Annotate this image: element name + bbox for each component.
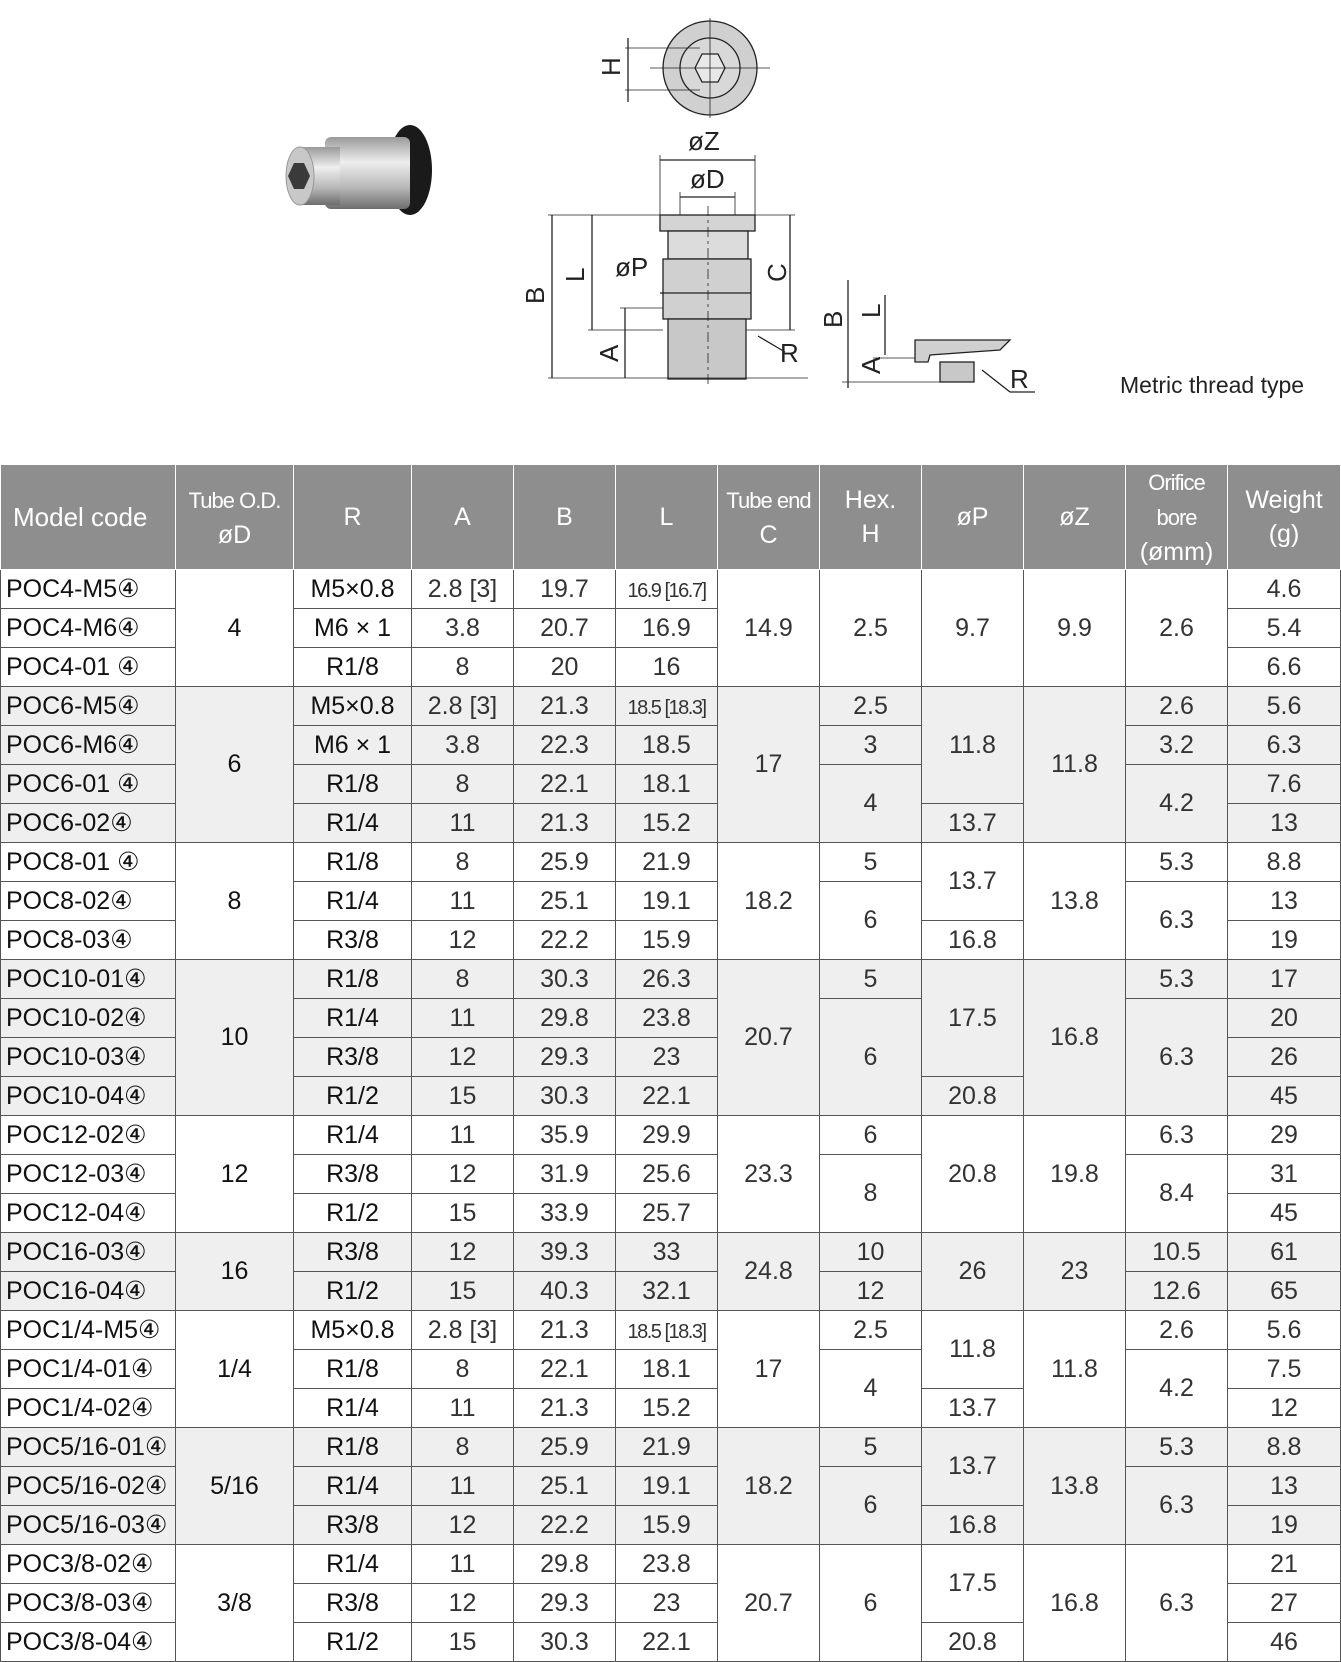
cell-a: 12 xyxy=(412,1506,514,1545)
cell-b: 22.2 xyxy=(514,921,616,960)
cell-m: POC3/8-02④ xyxy=(1,1545,176,1584)
cell-b: 25.9 xyxy=(514,1428,616,1467)
cell-m: POC10-02④ xyxy=(1,999,176,1038)
label-z: øZ xyxy=(688,126,720,156)
cell-o: 2.6 xyxy=(1126,570,1228,687)
cell-w: 19 xyxy=(1228,921,1341,960)
cell-r: R1/8 xyxy=(294,765,412,804)
cell-l: 18.1 xyxy=(616,765,718,804)
cell-m: POC1/4-02④ xyxy=(1,1389,176,1428)
cell-b: 29.8 xyxy=(514,1545,616,1584)
col-z: øZ xyxy=(1024,465,1126,570)
cell-c: 18.2 xyxy=(718,1428,820,1545)
cell-h: 6 xyxy=(820,1545,922,1662)
col-r: R xyxy=(294,465,412,570)
cell-b: 25.1 xyxy=(514,882,616,921)
cell-l: 18.1 xyxy=(616,1350,718,1389)
cell-value: 16.9 [16.7] xyxy=(627,579,706,602)
cell-l: 25.7 xyxy=(616,1194,718,1233)
cell-w: 5.6 xyxy=(1228,687,1341,726)
cell-m: POC4-M6④ xyxy=(1,609,176,648)
cell-z: 16.8 xyxy=(1024,960,1126,1116)
cell-a: 11 xyxy=(412,804,514,843)
cell-h: 2.5 xyxy=(820,570,922,687)
cell-p: 17.5 xyxy=(922,1545,1024,1623)
cell-a: 11 xyxy=(412,882,514,921)
cell-a: 11 xyxy=(412,1467,514,1506)
group-1 xyxy=(1,687,1341,843)
cell-w: 4.6 xyxy=(1228,570,1341,609)
cell-a: 8 xyxy=(412,648,514,687)
cell-l: 22.1 xyxy=(616,1077,718,1116)
cell-w: 8.8 xyxy=(1228,1428,1341,1467)
label-h: H xyxy=(596,57,626,76)
cell-r: R3/8 xyxy=(294,921,412,960)
cell-w: 20 xyxy=(1228,999,1341,1038)
cell-a: 2.8 [3] xyxy=(412,1311,514,1350)
cell-w: 46 xyxy=(1228,1623,1341,1662)
cell-m: POC6-M6④ xyxy=(1,726,176,765)
cell-w: 61 xyxy=(1228,1233,1341,1272)
col-model: Model code xyxy=(1,465,176,570)
cell-m: POC6-M5④ xyxy=(1,687,176,726)
cell-m: POC6-02④ xyxy=(1,804,176,843)
cell-l: 33 xyxy=(616,1233,718,1272)
cell-w: 31 xyxy=(1228,1155,1341,1194)
cell-a: 8 xyxy=(412,1350,514,1389)
cell-r: R1/4 xyxy=(294,1545,412,1584)
cell-p: 11.8 xyxy=(922,1311,1024,1389)
cell-b: 19.7 xyxy=(514,570,616,609)
cell-b: 30.3 xyxy=(514,1623,616,1662)
cell-h: 2.5 xyxy=(820,1311,922,1350)
cell-l: 21.9 xyxy=(616,843,718,882)
cell-b: 29.3 xyxy=(514,1038,616,1077)
cell-z: 9.9 xyxy=(1024,570,1126,687)
cell-w: 5.6 xyxy=(1228,1311,1341,1350)
cell-b: 35.9 xyxy=(514,1116,616,1155)
cell-w: 45 xyxy=(1228,1194,1341,1233)
label-r2: R xyxy=(1010,364,1029,394)
cell-p: 16.8 xyxy=(922,921,1024,960)
cell-r: R1/8 xyxy=(294,1428,412,1467)
cell-d: 8 xyxy=(176,843,294,960)
table-row xyxy=(1,1545,1341,1584)
fitting-photo xyxy=(270,125,450,235)
table-row xyxy=(1,1311,1341,1350)
cell-a: 3.8 xyxy=(412,726,514,765)
cell-h: 5 xyxy=(820,960,922,999)
cell-d: 1/4 xyxy=(176,1311,294,1428)
table-row xyxy=(1,1233,1341,1272)
cell-r: R3/8 xyxy=(294,1155,412,1194)
cell-a: 11 xyxy=(412,999,514,1038)
label-l: L xyxy=(560,267,590,282)
cell-m: POC5/16-02④ xyxy=(1,1467,176,1506)
cell-h: 4 xyxy=(820,765,922,843)
cell-p: 13.7 xyxy=(922,1428,1024,1506)
cell-r: M6 × 1 xyxy=(294,726,412,765)
cell-m: POC10-01④ xyxy=(1,960,176,999)
cell-w: 7.5 xyxy=(1228,1350,1341,1389)
label-a2: A xyxy=(856,356,886,374)
cell-d: 4 xyxy=(176,570,294,687)
cell-h: 10 xyxy=(820,1233,922,1272)
cell-m: POC4-M5④ xyxy=(1,570,176,609)
cell-o: 10.5 xyxy=(1126,1233,1228,1272)
cell-a: 12 xyxy=(412,921,514,960)
cell-a: 11 xyxy=(412,1545,514,1584)
cell-r: M5×0.8 xyxy=(294,687,412,726)
cell-l: 18.5 xyxy=(616,726,718,765)
cell-b: 29.8 xyxy=(514,999,616,1038)
cell-w: 27 xyxy=(1228,1584,1341,1623)
cell-o: 6.3 xyxy=(1126,1545,1228,1662)
table-row xyxy=(1,1428,1341,1467)
cell-a: 2.8 [3] xyxy=(412,570,514,609)
cell-r: R3/8 xyxy=(294,1038,412,1077)
spec-table xyxy=(0,464,1341,1662)
cell-h: 2.5 xyxy=(820,687,922,726)
cell-h: 6 xyxy=(820,1467,922,1545)
cell-o: 6.3 xyxy=(1126,1116,1228,1155)
cell-p: 13.7 xyxy=(922,843,1024,921)
cell-h: 4 xyxy=(820,1350,922,1428)
cell-l: 19.1 xyxy=(616,882,718,921)
cell-m: POC12-03④ xyxy=(1,1155,176,1194)
cell-o: 6.3 xyxy=(1126,882,1228,960)
cell-a: 12 xyxy=(412,1584,514,1623)
label-l2: L xyxy=(856,303,886,318)
cell-l: 19.1 xyxy=(616,1467,718,1506)
cell-w: 13 xyxy=(1228,1467,1341,1506)
cell-value: 18.5 [18.3] xyxy=(627,1320,706,1343)
label-d: øD xyxy=(690,164,725,194)
cell-a: 15 xyxy=(412,1194,514,1233)
cell-b: 40.3 xyxy=(514,1272,616,1311)
cell-b: 21.3 xyxy=(514,687,616,726)
cell-r: R3/8 xyxy=(294,1506,412,1545)
group-5 xyxy=(1,1233,1341,1311)
label-r: R xyxy=(780,338,799,368)
group-6 xyxy=(1,1311,1341,1428)
cell-o: 2.6 xyxy=(1126,1311,1228,1350)
cell-l: 15.9 xyxy=(616,921,718,960)
cell-a: 8 xyxy=(412,843,514,882)
cell-p: 13.7 xyxy=(922,804,1024,843)
cell-d: 3/8 xyxy=(176,1545,294,1662)
table-row xyxy=(1,960,1341,999)
col-hex: Hex. H xyxy=(820,465,922,570)
cell-r: R1/2 xyxy=(294,1194,412,1233)
cell-l xyxy=(616,687,718,726)
cell-h: 5 xyxy=(820,1428,922,1467)
cell-w: 19 xyxy=(1228,1506,1341,1545)
cell-l xyxy=(616,1311,718,1350)
cell-w: 7.6 xyxy=(1228,765,1341,804)
cell-l: 26.3 xyxy=(616,960,718,999)
cell-z: 19.8 xyxy=(1024,1116,1126,1233)
cell-l: 15.2 xyxy=(616,804,718,843)
label-a: A xyxy=(594,344,624,362)
cell-a: 11 xyxy=(412,1116,514,1155)
cell-m: POC12-02④ xyxy=(1,1116,176,1155)
cell-c: 20.7 xyxy=(718,960,820,1116)
cell-r: R1/2 xyxy=(294,1623,412,1662)
cell-w: 21 xyxy=(1228,1545,1341,1584)
cell-d: 6 xyxy=(176,687,294,843)
cell-l: 23.8 xyxy=(616,1545,718,1584)
cell-w: 29 xyxy=(1228,1116,1341,1155)
cell-m: POC5/16-01④ xyxy=(1,1428,176,1467)
cell-r: R1/2 xyxy=(294,1272,412,1311)
cell-a: 12 xyxy=(412,1155,514,1194)
cell-a: 11 xyxy=(412,1389,514,1428)
cell-w: 13 xyxy=(1228,804,1341,843)
cell-w: 17 xyxy=(1228,960,1341,999)
cell-m: POC8-01 ④ xyxy=(1,843,176,882)
cell-w: 65 xyxy=(1228,1272,1341,1311)
table-row xyxy=(1,1116,1341,1155)
cell-o: 4.2 xyxy=(1126,1350,1228,1428)
cell-p: 13.7 xyxy=(922,1389,1024,1428)
cell-a: 15 xyxy=(412,1077,514,1116)
cell-l: 16 xyxy=(616,648,718,687)
cell-l: 21.9 xyxy=(616,1428,718,1467)
cell-l: 29.9 xyxy=(616,1116,718,1155)
cell-r: R1/8 xyxy=(294,843,412,882)
label-c: C xyxy=(762,263,792,282)
cell-r: R1/4 xyxy=(294,1467,412,1506)
metric-thread-note: Metric thread type xyxy=(1120,372,1305,398)
table-row xyxy=(1,687,1341,726)
cell-r: M5×0.8 xyxy=(294,570,412,609)
col-tube-end: Tube end C xyxy=(718,465,820,570)
cell-w: 12 xyxy=(1228,1389,1341,1428)
cell-b: 31.9 xyxy=(514,1155,616,1194)
cell-a: 15 xyxy=(412,1623,514,1662)
group-7 xyxy=(1,1428,1341,1545)
cell-b: 39.3 xyxy=(514,1233,616,1272)
cell-b: 22.1 xyxy=(514,765,616,804)
cell-m: POC16-03④ xyxy=(1,1233,176,1272)
col-tube-od: Tube O.D. øD xyxy=(176,465,294,570)
cell-p: 16.8 xyxy=(922,1506,1024,1545)
cell-z: 11.8 xyxy=(1024,687,1126,843)
cell-a: 3.8 xyxy=(412,609,514,648)
cell-h: 8 xyxy=(820,1155,922,1233)
cell-b: 22.3 xyxy=(514,726,616,765)
table-row xyxy=(1,570,1341,609)
cell-p: 17.5 xyxy=(922,960,1024,1077)
cell-value: 18.5 [18.3] xyxy=(627,696,706,719)
cell-b: 20.7 xyxy=(514,609,616,648)
cell-m: POC8-03④ xyxy=(1,921,176,960)
cell-l: 15.2 xyxy=(616,1389,718,1428)
cell-b: 21.3 xyxy=(514,1389,616,1428)
cell-c: 23.3 xyxy=(718,1116,820,1233)
cell-p: 20.8 xyxy=(922,1077,1024,1116)
cell-b: 22.2 xyxy=(514,1506,616,1545)
col-a: A xyxy=(412,465,514,570)
cell-l: 16.9 xyxy=(616,609,718,648)
cell-l: 25.6 xyxy=(616,1155,718,1194)
cell-z: 13.8 xyxy=(1024,1428,1126,1545)
cell-a: 15 xyxy=(412,1272,514,1311)
cell-h: 12 xyxy=(820,1272,922,1311)
cell-c: 20.7 xyxy=(718,1545,820,1662)
col-b: B xyxy=(514,465,616,570)
cell-m: POC8-02④ xyxy=(1,882,176,921)
cell-w: 6.3 xyxy=(1228,726,1341,765)
cell-z: 16.8 xyxy=(1024,1545,1126,1662)
cell-p: 20.8 xyxy=(922,1116,1024,1233)
col-weight: Weight (g) xyxy=(1228,465,1341,570)
cell-d: 10 xyxy=(176,960,294,1116)
group-0 xyxy=(1,570,1341,687)
cell-d: 5/16 xyxy=(176,1428,294,1545)
cell-l: 23 xyxy=(616,1584,718,1623)
cell-w: 5.4 xyxy=(1228,609,1341,648)
cell-b: 21.3 xyxy=(514,804,616,843)
cell-p: 20.8 xyxy=(922,1623,1024,1662)
cell-a: 8 xyxy=(412,1428,514,1467)
cell-a: 12 xyxy=(412,1233,514,1272)
cell-w: 45 xyxy=(1228,1077,1341,1116)
cell-r: R1/4 xyxy=(294,882,412,921)
cell-p: 11.8 xyxy=(922,687,1024,804)
table-header xyxy=(1,465,1341,570)
drawing-area xyxy=(0,0,1337,440)
col-orifice: Orifice bore (ømm) xyxy=(1126,465,1228,570)
cell-r: R1/8 xyxy=(294,1350,412,1389)
cell-b: 20 xyxy=(514,648,616,687)
cell-r: R1/4 xyxy=(294,999,412,1038)
cell-r: R3/8 xyxy=(294,1233,412,1272)
group-3 xyxy=(1,960,1341,1116)
cell-o: 8.4 xyxy=(1126,1155,1228,1233)
cell-d: 12 xyxy=(176,1116,294,1233)
cell-a: 8 xyxy=(412,765,514,804)
cell-r: R3/8 xyxy=(294,1584,412,1623)
cell-h: 6 xyxy=(820,999,922,1116)
cell-h: 3 xyxy=(820,726,922,765)
cell-p: 26 xyxy=(922,1233,1024,1311)
cell-m: POC16-04④ xyxy=(1,1272,176,1311)
cell-l: 23 xyxy=(616,1038,718,1077)
cell-r: M5×0.8 xyxy=(294,1311,412,1350)
cell-h: 5 xyxy=(820,843,922,882)
cell-b: 21.3 xyxy=(514,1311,616,1350)
cell-z: 11.8 xyxy=(1024,1311,1126,1428)
cell-o: 2.6 xyxy=(1126,687,1228,726)
cell-o: 12.6 xyxy=(1126,1272,1228,1311)
cell-r: R1/8 xyxy=(294,960,412,999)
cell-m: POC10-03④ xyxy=(1,1038,176,1077)
cell-w: 8.8 xyxy=(1228,843,1341,882)
cell-w: 6.6 xyxy=(1228,648,1341,687)
cell-l: 32.1 xyxy=(616,1272,718,1311)
cell-b: 33.9 xyxy=(514,1194,616,1233)
cell-w: 13 xyxy=(1228,882,1341,921)
cell-m: POC1/4-M5④ xyxy=(1,1311,176,1350)
cell-m: POC5/16-03④ xyxy=(1,1506,176,1545)
cell-m: POC4-01 ④ xyxy=(1,648,176,687)
label-b2: B xyxy=(818,310,848,328)
cell-c: 17 xyxy=(718,1311,820,1428)
cell-l: 22.1 xyxy=(616,1623,718,1662)
cell-a: 12 xyxy=(412,1038,514,1077)
cell-c: 17 xyxy=(718,687,820,843)
cell-b: 25.1 xyxy=(514,1467,616,1506)
cell-r: R1/4 xyxy=(294,1389,412,1428)
dimension-drawing xyxy=(520,10,1090,420)
cell-m: POC10-04④ xyxy=(1,1077,176,1116)
cell-a: 8 xyxy=(412,960,514,999)
cell-r: M6 × 1 xyxy=(294,609,412,648)
cell-o: 5.3 xyxy=(1126,960,1228,999)
cell-m: POC3/8-03④ xyxy=(1,1584,176,1623)
cell-b: 30.3 xyxy=(514,960,616,999)
group-4 xyxy=(1,1116,1341,1233)
cell-o: 5.3 xyxy=(1126,843,1228,882)
cell-o: 3.2 xyxy=(1126,726,1228,765)
cell-h: 6 xyxy=(820,882,922,960)
cell-o: 5.3 xyxy=(1126,1428,1228,1467)
cell-m: POC3/8-04④ xyxy=(1,1623,176,1662)
cell-h: 6 xyxy=(820,1116,922,1155)
cell-r: R1/4 xyxy=(294,1116,412,1155)
cell-m: POC12-04④ xyxy=(1,1194,176,1233)
table-row xyxy=(1,843,1341,882)
cell-c: 18.2 xyxy=(718,843,820,960)
cell-a: 2.8 [3] xyxy=(412,687,514,726)
cell-r: R1/2 xyxy=(294,1077,412,1116)
cell-m: POC6-01 ④ xyxy=(1,765,176,804)
cell-b: 25.9 xyxy=(514,843,616,882)
cell-w: 26 xyxy=(1228,1038,1341,1077)
cell-l: 23.8 xyxy=(616,999,718,1038)
cell-o: 4.2 xyxy=(1126,765,1228,843)
cell-l xyxy=(616,570,718,609)
cell-o: 6.3 xyxy=(1126,999,1228,1116)
cell-d: 16 xyxy=(176,1233,294,1311)
cell-b: 30.3 xyxy=(514,1077,616,1116)
label-b: B xyxy=(520,286,550,304)
cell-l: 15.9 xyxy=(616,1506,718,1545)
group-2 xyxy=(1,843,1341,960)
cell-o: 6.3 xyxy=(1126,1467,1228,1545)
group-8 xyxy=(1,1545,1341,1662)
cell-b: 29.3 xyxy=(514,1584,616,1623)
cell-z: 23 xyxy=(1024,1233,1126,1311)
label-p: øP xyxy=(615,252,649,282)
cell-r: R1/8 xyxy=(294,648,412,687)
cell-c: 14.9 xyxy=(718,570,820,687)
cell-p: 9.7 xyxy=(922,570,1024,687)
cell-m: POC1/4-01④ xyxy=(1,1350,176,1389)
cell-r: R1/4 xyxy=(294,804,412,843)
col-l: L xyxy=(616,465,718,570)
cell-z: 13.8 xyxy=(1024,843,1126,960)
cell-c: 24.8 xyxy=(718,1233,820,1311)
col-p: øP xyxy=(922,465,1024,570)
cell-b: 22.1 xyxy=(514,1350,616,1389)
